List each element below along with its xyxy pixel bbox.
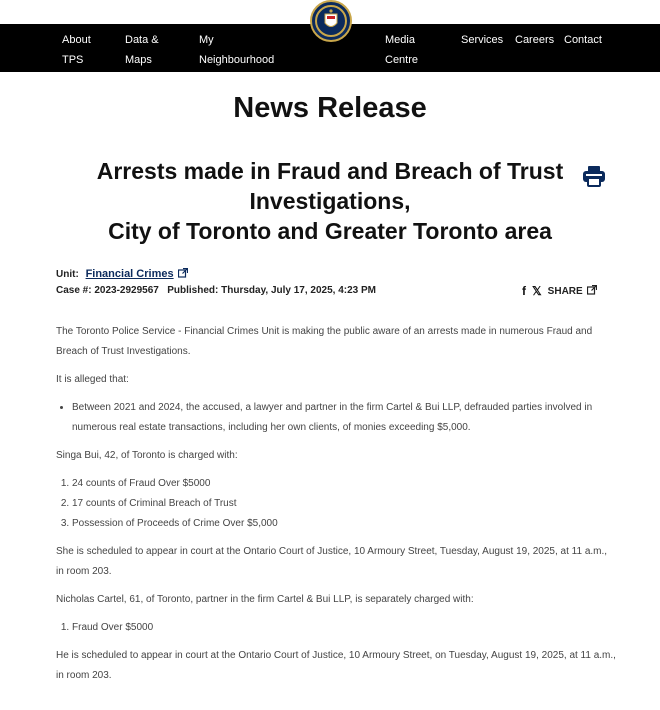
paragraph-court-1: She is scheduled to appear in court at the Ontario Court of Justice, 10 Armoury Street, Tuesday, August 19, 2025, at 11 a.m., in room 203. [56, 546, 608, 577]
published-date: Thursday, July 17, 2025, 4:23 PM [221, 285, 377, 296]
external-link-icon [178, 268, 188, 278]
nav-my-neighbourhood[interactable]: My Neighbourhood [199, 34, 275, 66]
paragraph-alleged: It is alleged that: [56, 374, 129, 385]
paragraph-court-2: He is scheduled to appear in court at the Ontario Court of Justice, 10 Armoury Street, on Tuesday, August 19, 2025, at 11 a.m., in room 203. [56, 650, 616, 681]
share-button[interactable]: SHARE [548, 285, 598, 297]
paragraph-accused-2: Nicholas Cartel, 61, of Toronto, partner in the firm Cartel & Bui LLP, is separately charged with: [56, 594, 474, 605]
allegation-list [72, 398, 616, 438]
unit-line [56, 268, 188, 280]
facebook-icon[interactable]: f [522, 284, 526, 298]
paragraph-accused-1: Singa Bui, 42, of Toronto is charged with: [56, 450, 238, 461]
release-body [56, 322, 616, 694]
tps-crest-logo[interactable] [310, 0, 352, 42]
share-bar [522, 284, 597, 298]
charges-list-1 [72, 474, 616, 534]
nav-services[interactable]: Services [461, 34, 504, 46]
unit-link[interactable]: Financial Crimes [85, 268, 174, 280]
print-icon[interactable] [580, 162, 608, 190]
unit-label: Unit: [56, 269, 79, 280]
list-item: • Between 2021 and 2024, the accused, a lawyer and partner in the firm Cartel & Bui LLP, defrauded parties involved in numerous real estate transactions, including her own clients, of monies exceeding $5,000. [72, 398, 616, 438]
x-icon[interactable]: 𝕏 [532, 284, 542, 298]
case-line: Case #: 2023-2929567 Published: Thursday, July 17, 2025, 4:23 PM [56, 285, 377, 296]
nav-contact[interactable]: Contact [564, 34, 602, 46]
crest-emblem-icon [314, 4, 348, 38]
nav-media-centre[interactable]: Media Centre [385, 34, 419, 66]
list-item: 1. 24 counts of Fraud Over $5000 [72, 474, 616, 494]
share-external-icon [587, 285, 597, 295]
list-item: 2. 17 counts of Criminal Breach of Trust [72, 494, 616, 514]
page-title: News Release [233, 92, 427, 124]
charges-list-2 [72, 618, 616, 638]
list-item: 3. Possession of Proceeds of Crime Over $5,000 [72, 514, 616, 534]
case-number: 2023-2929567 [94, 285, 159, 296]
paragraph-intro: The Toronto Police Service - Financial Crimes Unit is making the public aware of an arrests made in numerous Fraud and Breach of Trust Investigations. [56, 326, 593, 357]
nav-data-maps[interactable]: Data & Maps [125, 34, 159, 66]
nav-about-tps[interactable]: About TPS [62, 34, 91, 66]
release-title: Arrests made in Fraud and Breach of Trust Investigations, City of Toronto and Greater Toronto area [96, 158, 564, 244]
list-item: 1. Fraud Over $5000 [72, 618, 616, 638]
nav-careers[interactable]: Careers [515, 34, 555, 46]
